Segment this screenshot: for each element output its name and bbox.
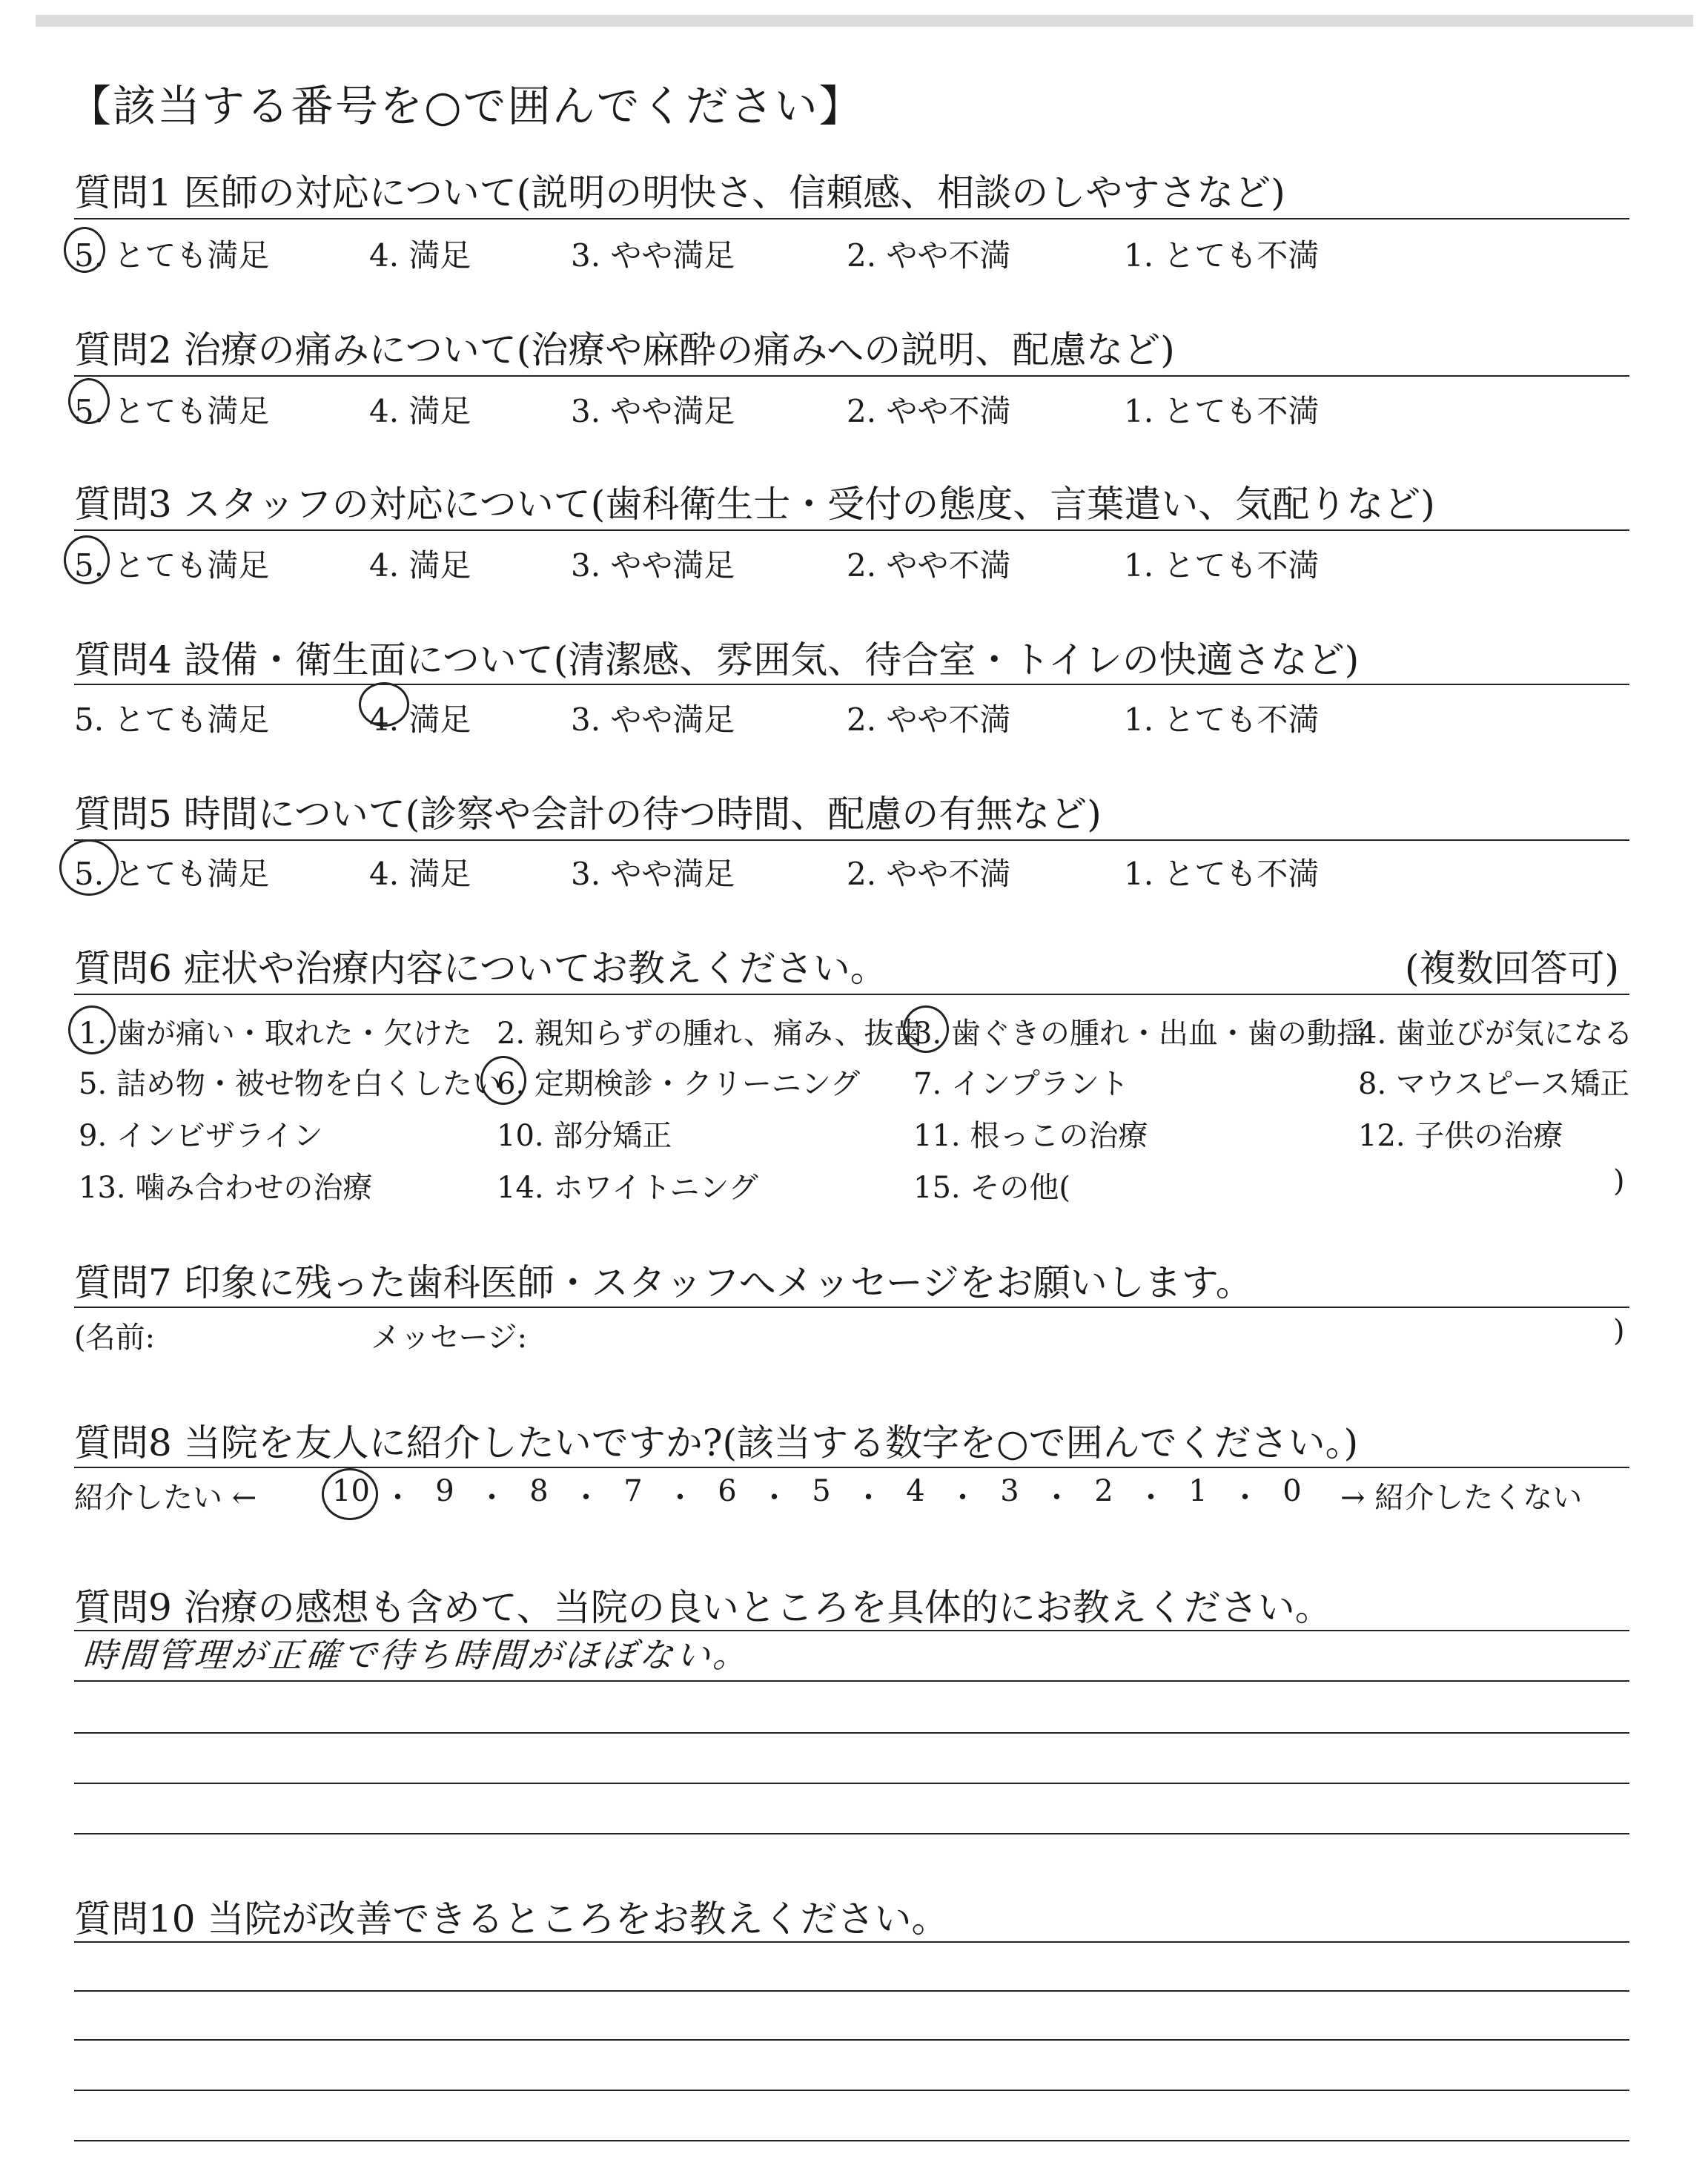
q6-item-10[interactable]: 10. 部分矯正 (497, 1119, 672, 1153)
question-7-title: 質問7 印象に残った歯科医師・スタッフへメッセージをお願いします。 (74, 1261, 1253, 1304)
q3-option-4[interactable]: 4. 満足 (369, 547, 471, 584)
question-9-rule-3 (74, 1732, 1629, 1734)
q1-selection-circle (64, 227, 105, 273)
q1-option-2[interactable]: 2. やや不満 (847, 237, 1011, 274)
question-9-rule-5 (74, 1833, 1629, 1834)
q2-option-3[interactable]: 3. やや満足 (571, 393, 735, 429)
q6-item-15[interactable]: 15. その他( (913, 1171, 1070, 1205)
q8-scale-separator: ・ (571, 1481, 601, 1515)
q2-option-5[interactable]: 5. とても満足 (74, 393, 270, 429)
q4-selection-circle (359, 682, 409, 727)
q6-item-2[interactable]: 2. 親知らずの腫れ、痛み、抜歯 (497, 1017, 924, 1051)
q6-item-13[interactable]: 13. 噛み合わせの治療 (79, 1171, 373, 1205)
q3-option-1[interactable]: 1. とても不満 (1124, 547, 1320, 584)
q7-message-label: メッセージ: (371, 1321, 528, 1355)
form-heading: 【該当する番号を○で囲んでください】 (68, 81, 864, 131)
question-10-rule-2 (74, 1990, 1629, 1992)
question-10-rule-4 (74, 2090, 1629, 2091)
q2-selection-circle (68, 378, 110, 424)
q5-option-4[interactable]: 4. 満足 (369, 856, 471, 892)
q6-item-6-selection-circle (480, 1056, 526, 1105)
question-9-rule-4 (74, 1783, 1629, 1784)
question-10-rule-5 (74, 2140, 1629, 2141)
q6-item-14[interactable]: 14. ホワイトニング (497, 1171, 758, 1205)
question-3-rule (74, 529, 1629, 531)
question-10-rule-3 (74, 2039, 1629, 2041)
q5-selection-circle (59, 839, 119, 896)
question-4-title: 質問4 設備・衛生面について(清潔感、雰囲気、待合室・トイレの快適さなど) (74, 638, 1360, 681)
q8-scale-separator: ・ (1136, 1481, 1166, 1515)
q8-scale-value-5[interactable]: 5 (812, 1474, 831, 1508)
q8-scale-separator: ・ (853, 1481, 884, 1515)
q8-scale-value-6[interactable]: 6 (718, 1474, 737, 1508)
question-7-rule (74, 1307, 1629, 1308)
q8-scale-value-0[interactable]: 0 (1282, 1474, 1302, 1508)
q1-option-4[interactable]: 4. 満足 (369, 237, 471, 274)
q3-option-3[interactable]: 3. やや満足 (571, 547, 735, 584)
question-5-rule (74, 839, 1629, 841)
q2-option-4[interactable]: 4. 満足 (369, 393, 471, 429)
q8-scale-value-3[interactable]: 3 (1000, 1474, 1019, 1508)
question-4-rule (74, 684, 1629, 685)
q6-item-3[interactable]: 3. 歯ぐきの腫れ・出血・歯の動揺 (913, 1017, 1366, 1051)
question-2-title: 質問2 治療の痛みについて(治療や麻酔の痛みへの説明、配慮など) (74, 328, 1175, 371)
q4-option-3[interactable]: 3. やや満足 (571, 701, 735, 738)
q6-item-9[interactable]: 9. インビザライン (79, 1119, 323, 1153)
q7-name-label: (名前: (74, 1321, 156, 1355)
q8-scale-value-4[interactable]: 4 (906, 1474, 925, 1508)
q8-left-label: 紹介したい ← (74, 1481, 257, 1515)
q8-scale-separator: ・ (759, 1481, 790, 1515)
q5-option-5[interactable]: 5. とても満足 (74, 856, 270, 892)
q8-scale-separator: ・ (1042, 1481, 1072, 1515)
scan-top-edge (36, 15, 1693, 27)
q3-selection-circle (64, 535, 110, 584)
question-8-rule (74, 1467, 1629, 1468)
q2-option-2[interactable]: 2. やや不満 (847, 393, 1011, 429)
question-10-rule-1 (74, 1941, 1629, 1943)
q1-option-3[interactable]: 3. やや満足 (571, 237, 735, 274)
q8-scale-value-9[interactable]: 9 (435, 1474, 454, 1508)
q6-item-6[interactable]: 6. 定期検診・クリーニング (497, 1067, 861, 1101)
question-10-title: 質問10 当院が改善できるところをお教えください。 (74, 1898, 949, 1941)
question-6-title: 質問6 症状や治療内容についてお教えください。 (74, 947, 887, 990)
q8-scale-separator: ・ (477, 1481, 507, 1515)
q5-option-2[interactable]: 2. やや不満 (847, 856, 1011, 892)
q3-option-5[interactable]: 5. とても満足 (74, 547, 270, 584)
question-6-rule (74, 994, 1629, 995)
q4-option-5[interactable]: 5. とても満足 (74, 701, 270, 738)
q6-item-1-selection-circle (68, 1005, 116, 1054)
question-6-multiple-note: (複数回答可) (1404, 947, 1619, 990)
q6-item-1[interactable]: 1. 歯が痛い・取れた・欠けた (79, 1017, 472, 1051)
q8-scale-separator: ・ (947, 1481, 978, 1515)
q6-item-8[interactable]: 8. マウスピース矯正 (1358, 1067, 1630, 1101)
q6-item-7[interactable]: 7. インプラント (913, 1067, 1129, 1101)
q5-option-3[interactable]: 3. やや満足 (571, 856, 735, 892)
q6-item-5[interactable]: 5. 詰め物・被せ物を白くしたい (79, 1067, 502, 1101)
q8-right-label: → 紹介したくない (1340, 1481, 1583, 1515)
q7-close-paren: ) (1613, 1314, 1625, 1348)
q9-handwritten-answer: 時間管理が正確で待ち時間がほぼない。 (81, 1635, 752, 1675)
q4-option-1[interactable]: 1. とても不満 (1124, 701, 1320, 738)
q6-item-11[interactable]: 11. 根っこの治療 (913, 1119, 1148, 1153)
q8-scale-value-1[interactable]: 1 (1188, 1474, 1208, 1508)
q1-option-1[interactable]: 1. とても不満 (1124, 237, 1320, 274)
q3-option-2[interactable]: 2. やや不満 (847, 547, 1011, 584)
question-1-rule (74, 218, 1629, 219)
q5-option-1[interactable]: 1. とても不満 (1124, 856, 1320, 892)
question-1-title: 質問1 医師の対応について(説明の明快さ、信頼感、相談のしやすさなど) (74, 171, 1285, 214)
q8-scale-value-8[interactable]: 8 (529, 1474, 549, 1508)
q6-item-15-close-paren: ) (1613, 1164, 1625, 1198)
q6-item-12[interactable]: 12. 子供の治療 (1358, 1119, 1563, 1153)
question-9-rule-2 (74, 1680, 1629, 1682)
q2-option-1[interactable]: 1. とても不満 (1124, 393, 1320, 429)
q8-scale-value-7[interactable]: 7 (623, 1474, 643, 1508)
q6-item-4[interactable]: 4. 歯並びが気になる (1358, 1017, 1633, 1051)
q4-option-2[interactable]: 2. やや不満 (847, 701, 1011, 738)
q8-scale-value-10[interactable]: 10 (332, 1474, 370, 1508)
question-3-title: 質問3 スタッフの対応について(歯科衛生士・受付の態度、言葉遣い、気配りなど) (74, 483, 1435, 526)
q4-option-4[interactable]: 4. 満足 (369, 701, 471, 738)
q8-selection-circle (322, 1468, 378, 1520)
question-2-rule (74, 375, 1629, 377)
q8-scale-separator: ・ (383, 1481, 413, 1515)
q8-scale-separator: ・ (665, 1481, 695, 1515)
q8-scale-value-2[interactable]: 2 (1094, 1474, 1113, 1508)
question-9-title: 質問9 治療の感想も含めて、当院の良いところを具体的にお教えください。 (74, 1586, 1332, 1629)
question-5-title: 質問5 時間について(診察や会計の待つ時間、配慮の有無など) (74, 793, 1102, 836)
q6-item-3-selection-circle (903, 1005, 949, 1053)
q8-scale-separator: ・ (1230, 1481, 1260, 1515)
q1-option-5[interactable]: 5. とても満足 (74, 237, 270, 274)
question-8-title: 質問8 当院を友人に紹介したいですか?(該当する数字を○で囲んでください。) (74, 1421, 1359, 1464)
